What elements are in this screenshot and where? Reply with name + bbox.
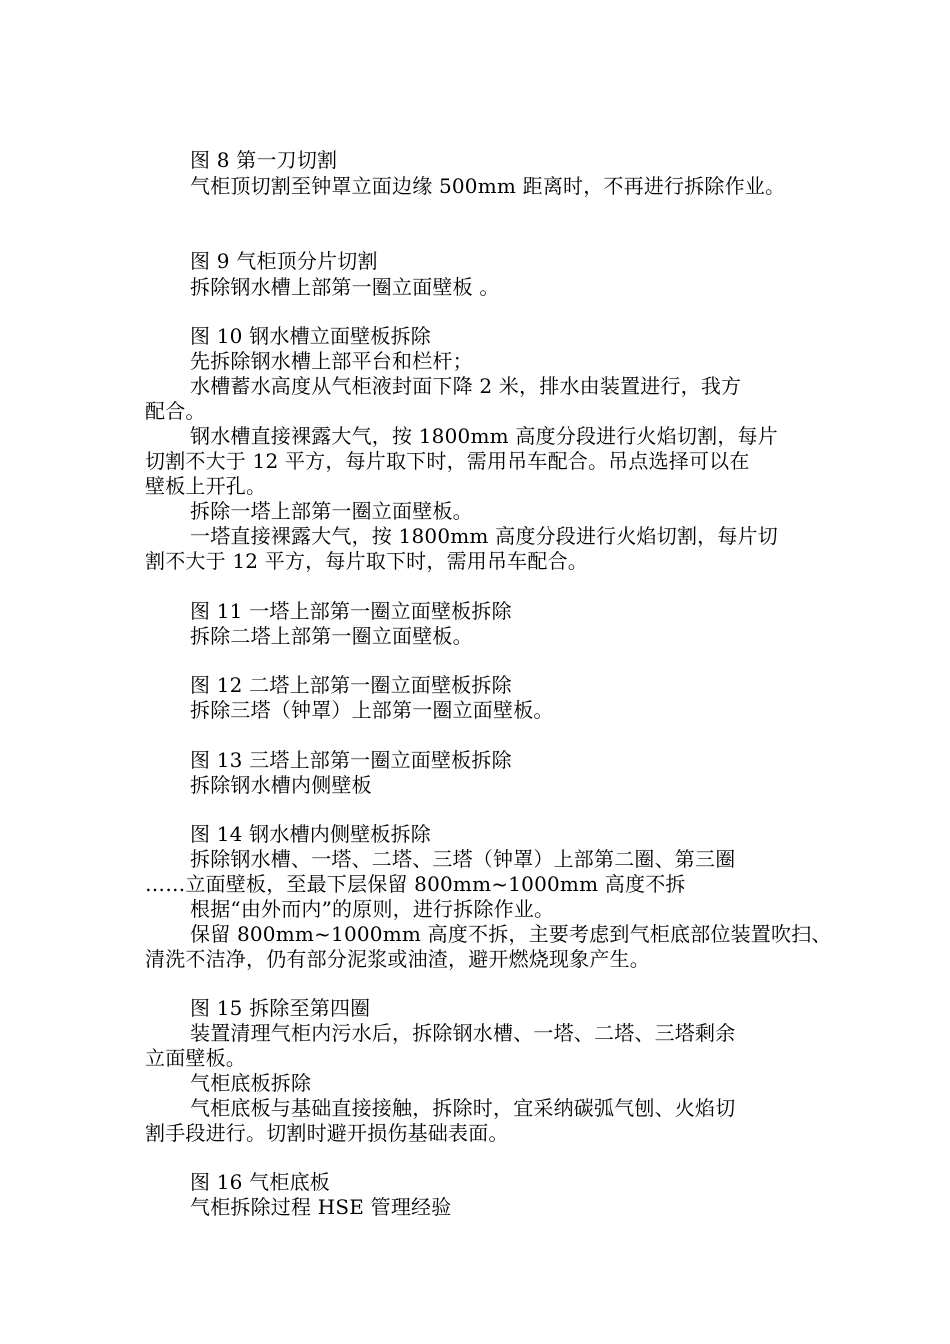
figure-caption-10: 图 10 钢水槽立面壁板拆除: [190, 324, 431, 348]
paragraph-line: 先拆除钢水槽上部平台和栏杆；: [190, 349, 473, 373]
section-heading: 气柜拆除过程 HSE 管理经验: [190, 1195, 452, 1219]
paragraph-line: 一塔直接裸露大气，按 1800mm 高度分段进行火焰切割，每片切: [190, 524, 778, 548]
paragraph-line: 配合。: [145, 399, 206, 423]
paragraph-line: 气柜底板与基础直接接触，拆除时，宜采纳碳弧气刨、火焰切: [190, 1096, 736, 1120]
paragraph-line: ……立面壁板，至最下层保留 800mm~1000mm 高度不拆: [145, 872, 686, 896]
figure-caption-9: 图 9 气柜顶分片切割: [190, 249, 378, 273]
figure-caption-8: 图 8 第一刀切割: [190, 148, 338, 172]
figure-caption-14: 图 14 钢水槽内侧壁板拆除: [190, 822, 431, 846]
figure-caption-15: 图 15 拆除至第四圈: [190, 996, 371, 1020]
paragraph-line: 壁板上开孔。: [145, 474, 267, 498]
paragraph-line: 水槽蓄水高度从气柜液封面下降 2 米，排水由装置进行，我方: [190, 374, 742, 398]
figure-caption-12: 图 12 二塔上部第一圈立面壁板拆除: [190, 673, 512, 697]
paragraph-line: 拆除钢水槽上部第一圈立面壁板 。: [190, 275, 500, 299]
paragraph-line: 保留 800mm~1000mm 高度不拆，主要考虑到气柜底部位装置吹扫、: [190, 922, 832, 946]
figure-caption-11: 图 11 一塔上部第一圈立面壁板拆除: [190, 599, 512, 623]
paragraph-line: 割手段进行。切割时避开损伤基础表面。: [145, 1121, 509, 1145]
paragraph-line: 拆除二塔上部第一圈立面壁板。: [190, 624, 473, 648]
paragraph-line: 气柜顶切割至钟罩立面边缘 500mm 距离时，不再进行拆除作业。: [190, 174, 786, 198]
paragraph-line: 切割不大于 12 平方，每片取下时，需用吊车配合。吊点选择可以在: [145, 449, 750, 473]
paragraph-line: 拆除钢水槽、一塔、二塔、三塔（钟罩）上部第二圈、第三圈: [190, 847, 736, 871]
paragraph-line: 拆除一塔上部第一圈立面壁板。: [190, 499, 473, 523]
paragraph-line: 拆除三塔（钟罩）上部第一圈立面壁板。: [190, 698, 554, 722]
figure-caption-16: 图 16 气柜底板: [190, 1170, 330, 1194]
paragraph-line: 清洗不洁净，仍有部分泥浆或油渣，避开燃烧现象产生。: [145, 947, 650, 971]
paragraph-line: 割不大于 12 平方，每片取下时，需用吊车配合。: [145, 549, 588, 573]
paragraph-line: 钢水槽直接裸露大气，按 1800mm 高度分段进行火焰切割，每片: [190, 424, 778, 448]
paragraph-line: 根据“由外而内”的原则，进行拆除作业。: [190, 897, 555, 921]
section-heading: 气柜底板拆除: [190, 1071, 312, 1095]
paragraph-line: 拆除钢水槽内侧壁板: [190, 773, 372, 797]
figure-caption-13: 图 13 三塔上部第一圈立面壁板拆除: [190, 748, 512, 772]
paragraph-line: 装置清理气柜内污水后，拆除钢水槽、一塔、二塔、三塔剩余: [190, 1021, 736, 1045]
paragraph-line: 立面壁板。: [145, 1046, 246, 1070]
